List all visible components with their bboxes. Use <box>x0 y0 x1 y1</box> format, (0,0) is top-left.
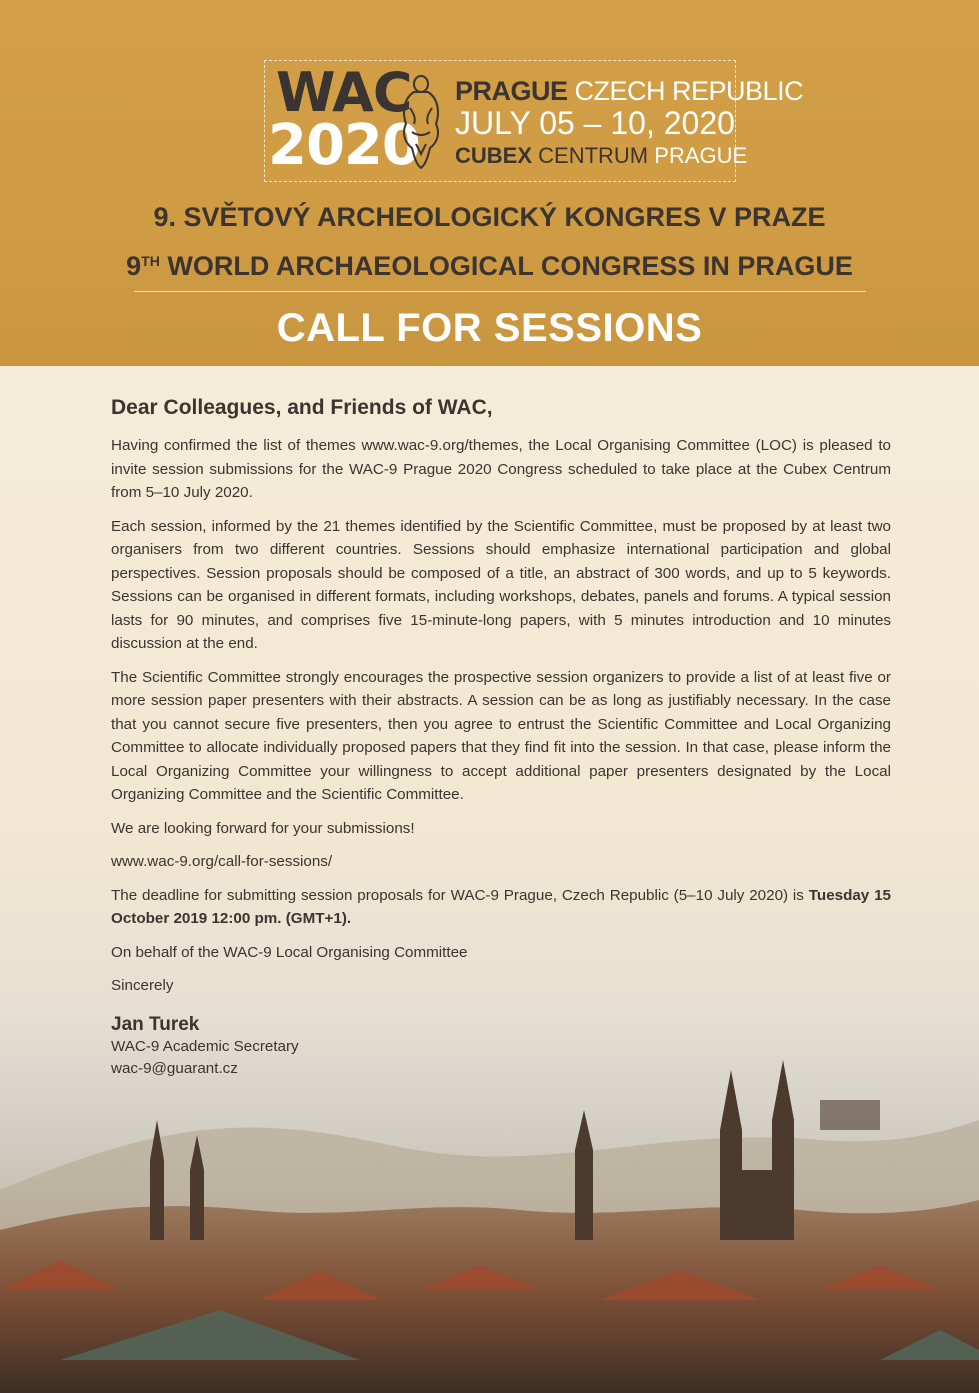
paragraph-intro: Having confirmed the list of themes www.wac-9.org/themes, the Local Organising Committee (LOC) is pleased to invite session submissions for the WAC-9 Prague 2020 Congress scheduled to take place at the Cubex Centrum from 5–10 July 2020. <box>111 437 891 501</box>
signer-name: Jan Turek <box>111 1013 200 1035</box>
venus-figurine-icon <box>398 74 444 170</box>
signer-role: WAC-9 Academic Secretary <box>111 1037 299 1055</box>
paragraph-presenters: The Scientific Committee strongly encourages the prospective session organizers to provide a list of at least five or more session paper presenters with their abstracts. A session can be as long as justifiably necessary. In the case that you cannot secure five presenters, then you agree to entrust the Scientific Committee and Local Organizing Committee to allocate individually proposed papers that they find fit into the session. In that case, please inform the Local Organizing Committee your willingness to accept additional paper presenters designated by the Local Organizing Committee and the Scientific Committee. <box>111 668 891 803</box>
behalf-line: On behalf of the WAC-9 Local Organising Committee <box>111 943 468 961</box>
title-en-superscript: TH <box>141 253 160 269</box>
header-banner <box>0 0 979 366</box>
submission-url[interactable]: www.wac-9.org/call-for-sessions/ <box>111 853 333 870</box>
deadline-date: Tuesday 15 October 2019 12:00 pm. (GMT+1). <box>111 886 891 927</box>
deadline-text: The deadline for submitting session proposals for WAC-9 Prague, Czech Republic (5–10 July 2020) is <box>111 886 804 904</box>
venue-line <box>455 143 747 169</box>
title-czech: 9. SVĚTOVÝ ARCHEOLOGICKÝ KONGRES V PRAZE <box>153 202 826 232</box>
logo-year: 2020 <box>268 113 420 178</box>
venue-bold: CUBEX <box>455 143 533 168</box>
signer-email[interactable]: wac-9@guarant.cz <box>111 1059 238 1077</box>
title-english <box>0 251 979 282</box>
call-for-sessions-title: CALL FOR SESSIONS <box>276 306 703 350</box>
header-divider <box>134 291 866 292</box>
country-label: CZECH REPUBLIC <box>574 76 804 106</box>
deadline-paragraph <box>111 884 891 931</box>
letter-body <box>111 396 891 1080</box>
title-en-number: 9 <box>126 251 142 281</box>
logo-wac-word: WAC <box>276 61 412 124</box>
location-line <box>455 76 803 106</box>
venue-rest: CENTRUM <box>538 143 649 168</box>
congress-dates: JULY 05 – 10, 2020 <box>455 105 735 141</box>
greeting: Dear Colleagues, and Friends of WAC, <box>111 396 493 419</box>
venue-city: PRAGUE <box>654 143 748 168</box>
title-en-text: WORLD ARCHAEOLOGICAL CONGRESS IN PRAGUE <box>167 251 853 281</box>
paragraph-session-rules: Each session, informed by the 21 themes identified by the Scientific Committee, must be proposed by at least two organisers from two different countries. Sessions should emphasize international participation and global perspectives. Session proposals should be composed of a title, an abstract of 300 words, and up to 5 keywords. Sessions can be organised in different formats, including workshops, debates, panels and forums. A typical session lasts for 90 minutes, and comprises five 15-minute-long papers, with 5 minutes introduction and 10 minutes discussion at the end. <box>111 517 891 652</box>
sincerely-line: Sincerely <box>111 977 174 994</box>
prague-skyline-illustration <box>0 1060 979 1393</box>
city-label: PRAGUE <box>455 76 568 106</box>
looking-forward-text: We are looking forward for your submissions! <box>111 819 415 837</box>
